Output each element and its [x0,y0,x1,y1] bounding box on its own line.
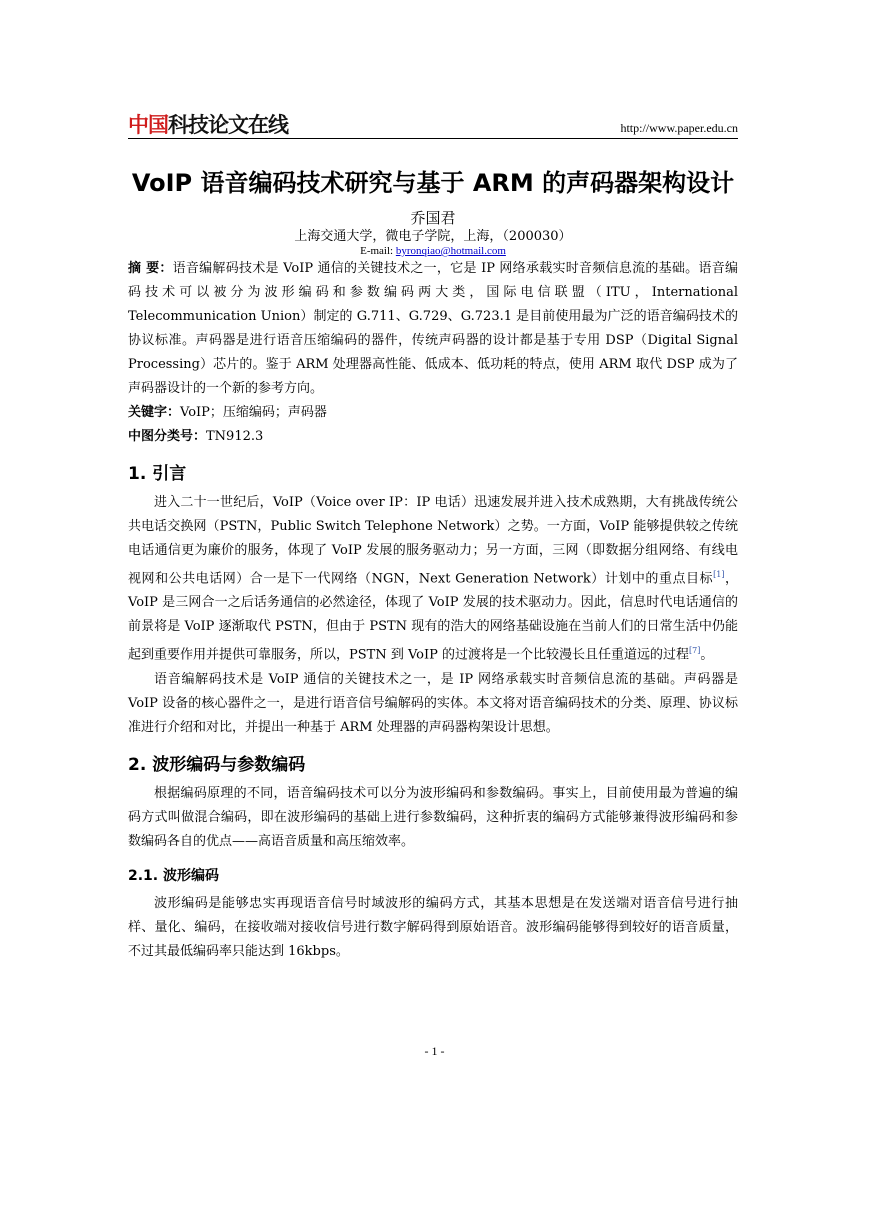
abstract-text: 语音编解码技术是 VoIP 通信的关键技术之一，它是 IP 网络承载实时音频信息流的基础。语音编码技术可以被分为波形编码和参数编码两大类，国际电信联盟（ITU，International Telecommunication Union）制定的 G.711、G.729、G.723.1 是目前使用最为广泛的语音编码技术的协议标准。声码器是进行语音压缩编码的器件，传统声码器的设计都是基于专用 DSP（Digital Signal Processing）芯片的。鉴于 ARM 处理器高性能、低成本、低功耗的特点，使用 ARM 取代 DSP 成为了声码器设计的一个新的参考方向。 [128,261,738,396]
section-heading-coding: 2. 波形编码与参数编码 [128,754,306,775]
subsection-heading-waveform: 2.1. 波形编码 [128,867,219,884]
paper-title: VoIP 语音编码技术研究与基于 ARM 的声码器架构设计 [131,169,735,197]
classification [128,425,738,449]
email-label: E-mail: [360,245,396,257]
site-url[interactable]: http://www.paper.edu.cn [620,121,738,135]
keywords-label: 关键字： [128,405,181,420]
citation-7[interactable]: [7] [689,646,701,656]
coding-paragraph-1: 根据编码原理的不同，语音编码技术可以分为波形编码和参数编码。事实上，目前使用最为普遍的编码方式叫做混合编码，即在波形编码的基础上进行参数编码，这种折衷的编码方式能够兼得波形编码和参数编码各自的优点——高语音质量和高压缩效率。 [128,785,738,849]
logo-black-text: 科技论文在线 [168,113,288,137]
section-heading-intro: 1. 引言 [128,464,187,484]
intro-text-a: 进入二十一世纪后，VoIP（Voice over IP：IP 电话）迅速发展并进入技术成熟期，大有挑战传统公共电话交换网（PSTN，Public Switch Telephone Network）之势。一方面，VoIP 能够提供较之传统电话通信更为廉价的服务，体现了 VoIP 发展的服务驱动力；另一方面，三网（即数据分组网络、有线电视网和公共电话网）合一是下一代网络（NGN，Next Generation Network）计划中的重点目标 [128,495,738,587]
classification-value: TN912.3 [206,429,264,444]
paper-page [128,112,738,964]
classification-label: 中图分类号： [128,429,207,444]
author-email [128,245,738,257]
author-affiliation: 上海交通大学，微电子学院，上海，（200030） [294,229,572,244]
logo-red-text: 中国 [128,113,168,137]
author-name: 乔国君 [410,209,456,227]
page-header [128,112,738,139]
intro-paragraph-2: 语音编解码技术是 VoIP 通信的关键技术之一，是 IP 网络承载实时音频信息流的基础。声码器是 VoIP 设备的核心器件之一，是进行语音信号编解码的实体。本文将对语音编码技术的分类、原理、协议标准进行介绍和对比，并提出一种基于 ARM 处理器的声码器构架设计思想。 [128,671,738,735]
keywords-text: VoIP；压缩编码；声码器 [180,405,327,420]
intro-text-c: 。 [700,647,714,663]
keywords [128,401,738,425]
page-number: - 1 - [424,1044,445,1058]
abstract [128,257,738,401]
abstract-label: 摘 要： [128,261,173,276]
waveform-paragraph-1: 波形编码是能够忠实再现语音信号时域波形的编码方式，其基本思想是在发送端对语音信号进行抽样、量化、编码，在接收端对接收信号进行数字解码得到原始语音。波形编码能够得到较好的语音质量，不过其最低编码率只能达到 16kbps。 [128,895,738,959]
citation-1[interactable]: [1] [713,570,725,579]
journal-logo [128,112,288,138]
intro-text-b: ，VoIP 是三网合一之后话务通信的必然途径，体现了 VoIP 发展的技术驱动力。因此，信息时代电话通信的前景将是 VoIP 逐渐取代 PSTN，但由于 PSTN 现有的浩大的网络基础设施在当前人们的日常生活中仍能起到重要作用并提供可靠服务，所以，PSTN 到 VoIP 的过渡将是一个比较漫长且任重道远的过程 [128,571,738,663]
intro-paragraph-1 [128,491,738,668]
email-link[interactable]: byronqiao@hotmail.com [395,245,506,257]
